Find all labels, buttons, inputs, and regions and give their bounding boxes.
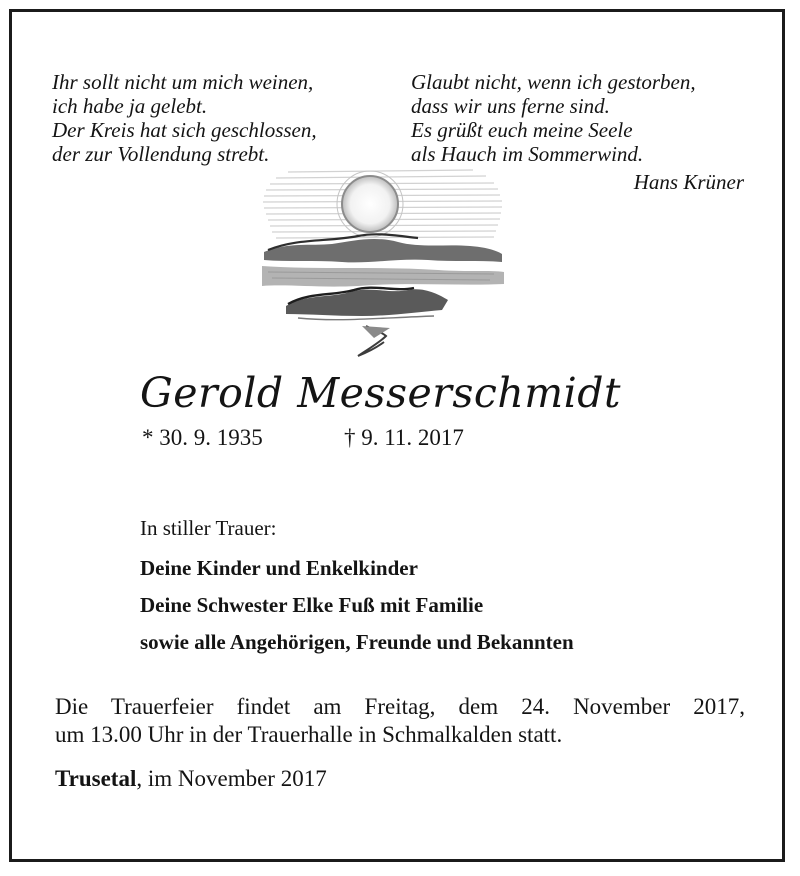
poem-line: Glaubt nicht, wenn ich gestorben, bbox=[411, 70, 696, 94]
sun-over-sea-illustration bbox=[258, 166, 504, 366]
water-band bbox=[262, 266, 504, 287]
poem-author: Hans Krüner bbox=[633, 170, 744, 194]
poem-line: als Hauch im Sommerwind. bbox=[411, 142, 644, 166]
place-town: Trusetal bbox=[55, 766, 137, 791]
near-land bbox=[286, 289, 448, 316]
poem-line: ich habe ja gelebt. bbox=[52, 94, 208, 118]
sun-shape bbox=[342, 176, 398, 232]
poem-line: Ihr sollt nicht um mich weinen, bbox=[52, 70, 314, 94]
deceased-name: Gerold Messerschmidt bbox=[140, 369, 621, 417]
poem-line: der zur Vollendung strebt. bbox=[52, 142, 270, 166]
birth-date: * 30. 9. 1935 bbox=[142, 425, 263, 450]
funeral-service-notice bbox=[55, 693, 745, 749]
mourner-group: Deine Schwester Elke Fuß mit Familie bbox=[140, 593, 484, 617]
place-and-date bbox=[55, 765, 327, 793]
death-date: † 9. 11. 2017 bbox=[344, 425, 464, 450]
poem-line: Es grüßt euch meine Seele bbox=[411, 118, 633, 142]
poem-right-stanza bbox=[411, 70, 696, 166]
poem-line: Der Kreis hat sich geschlossen, bbox=[52, 118, 317, 142]
poem-left-stanza bbox=[52, 70, 317, 166]
service-line: um 13.00 Uhr in der Trauerhalle in Schmalkalden statt. bbox=[55, 722, 563, 747]
place-date: , im November 2017 bbox=[136, 766, 327, 791]
mourning-section bbox=[140, 514, 574, 661]
mourner-group: Deine Kinder und Enkelkinder bbox=[140, 556, 418, 580]
service-line: Die Trauerfeier findet am Freitag, dem 24. November 2017, bbox=[55, 694, 745, 719]
mourning-intro: In stiller Trauer: bbox=[140, 516, 277, 540]
poem-line: dass wir uns ferne sind. bbox=[411, 94, 610, 118]
mourner-group: sowie alle Angehörigen, Freunde und Bekannten bbox=[140, 630, 574, 654]
